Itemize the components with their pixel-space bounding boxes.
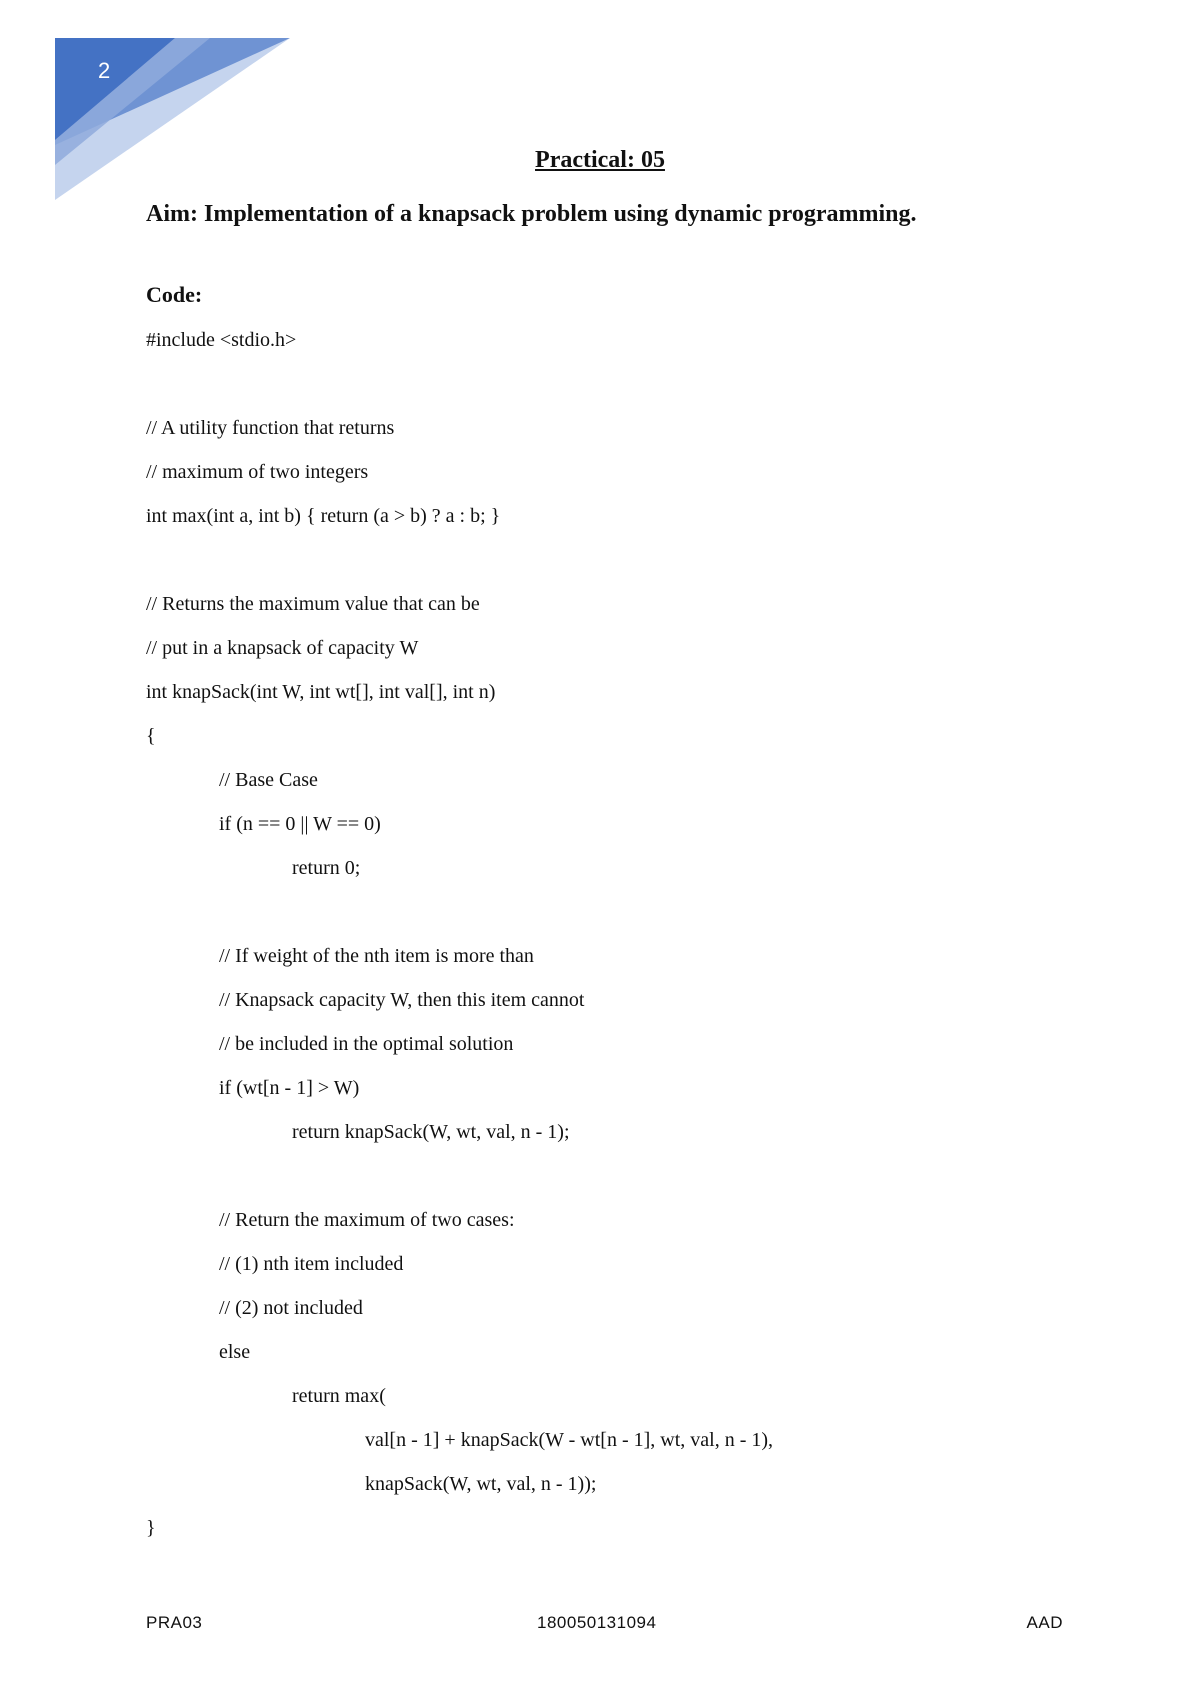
code-line: #include <stdio.h> (146, 329, 297, 351)
footer-subject: AAD (1026, 1613, 1063, 1632)
code-line: // Knapsack capacity W, then this item cannot (219, 989, 585, 1011)
code-line: return max( (292, 1385, 386, 1407)
code-line: } (146, 1517, 156, 1539)
code-heading: Code: (146, 282, 203, 307)
code-line: // put in a knapsack of capacity W (146, 637, 419, 659)
code-line: if (n == 0 || W == 0) (219, 813, 381, 835)
code-line (146, 900, 1146, 944)
code-line: if (wt[n - 1] > W) (219, 1077, 360, 1099)
code-line: int knapSack(int W, int wt[], int val[], int n) (146, 681, 496, 703)
code-line: return 0; (292, 857, 361, 879)
code-line: int max(int a, int b) { return (a > b) ? a : b; } (146, 505, 501, 527)
code-line: // Return the maximum of two cases: (219, 1209, 515, 1231)
code-line: { (146, 725, 156, 747)
footer-enrollment-number: 180050131094 (537, 1613, 657, 1632)
page-number: 2 (98, 58, 111, 83)
code-line: // be included in the optimal solution (219, 1033, 514, 1055)
code-line: // maximum of two integers (146, 461, 369, 483)
code-line (146, 1164, 1146, 1208)
code-line (146, 372, 1146, 416)
code-line: // A utility function that returns (146, 417, 395, 439)
code-line: // Base Case (219, 769, 318, 791)
code-line: // Returns the maximum value that can be (146, 593, 480, 615)
code-line (146, 548, 1146, 592)
code-block (146, 328, 1146, 1560)
code-line: // If weight of the nth item is more than (219, 945, 534, 967)
code-line: knapSack(W, wt, val, n - 1)); (365, 1473, 597, 1495)
aim-statement: Aim: Implementation of a knapsack problem using dynamic programming. (146, 201, 917, 227)
page-title: Practical: 05 (535, 147, 665, 173)
code-line: // (2) not included (219, 1297, 363, 1319)
page-corner-decoration (0, 0, 300, 220)
code-line: else (219, 1341, 251, 1363)
code-line: return knapSack(W, wt, val, n - 1); (292, 1121, 570, 1143)
code-line: val[n - 1] + knapSack(W - wt[n - 1], wt, val, n - 1), (365, 1429, 774, 1451)
code-line: // (1) nth item included (219, 1253, 404, 1275)
footer-course-code: PRA03 (146, 1613, 203, 1632)
